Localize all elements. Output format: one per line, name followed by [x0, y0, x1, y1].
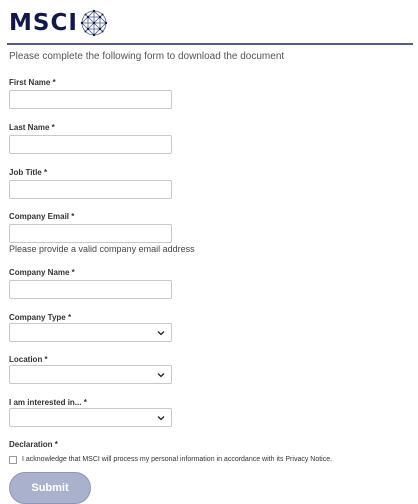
job-title-label: Job Title *: [9, 168, 48, 177]
last-name-input[interactable]: [9, 135, 172, 154]
privacy-consent-text: I acknowledge that MSCI will process my personal information in accordance with its Privacy Notice.: [22, 456, 333, 463]
company-name-label: Company Name *: [9, 268, 75, 277]
location-label: Location *: [9, 355, 48, 364]
interested-in-select[interactable]: [9, 408, 172, 427]
company-email-label: Company Email *: [9, 212, 75, 221]
globe-logo-icon: [80, 9, 108, 37]
declaration-label: Declaration *: [9, 440, 58, 449]
form-intro-text: Please complete the following form to download the document: [9, 51, 285, 62]
first-name-input[interactable]: [9, 90, 172, 109]
last-name-label: Last Name *: [9, 123, 55, 132]
header: [0, 0, 418, 46]
company-type-label: Company Type *: [9, 313, 72, 322]
chevron-down-icon: [157, 414, 165, 422]
job-title-input[interactable]: [9, 180, 172, 199]
company-email-input[interactable]: [9, 224, 172, 243]
submit-button[interactable]: Submit: [9, 472, 91, 504]
company-name-input[interactable]: [9, 280, 172, 299]
company-email-hint: Please provide a valid company email address: [9, 244, 195, 254]
header-divider: [7, 43, 413, 45]
location-select[interactable]: [9, 365, 172, 384]
privacy-consent-checkbox[interactable]: [9, 456, 17, 464]
company-type-select[interactable]: [9, 323, 172, 342]
interested-in-label: I am interested in... *: [9, 398, 87, 407]
brand-logo-text: MSCI: [9, 10, 78, 36]
chevron-down-icon: [157, 371, 165, 379]
chevron-down-icon: [157, 329, 165, 337]
first-name-label: First Name *: [9, 78, 56, 87]
